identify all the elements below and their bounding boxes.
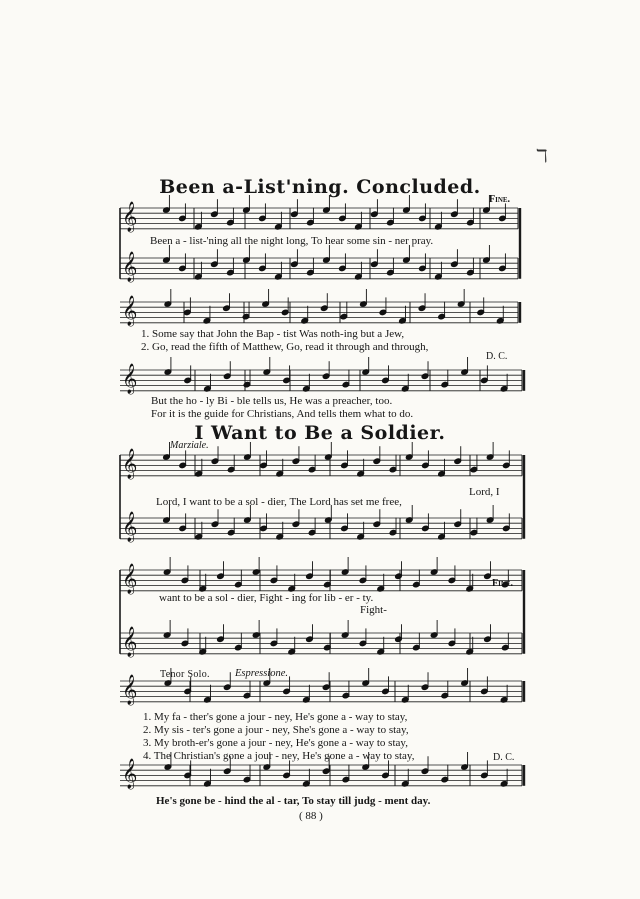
lyric-alto: Fight- (360, 604, 387, 616)
tenor-solo-label: Tenor Solo. (160, 669, 210, 680)
refrain-line: He's gone be - hind the al - tar, To stay till judg - ment day. (156, 795, 431, 807)
svg-text:𝄞: 𝄞 (122, 449, 138, 479)
svg-text:𝄞: 𝄞 (122, 564, 138, 594)
fine-marker: Fine. (492, 578, 514, 589)
verse-line: 1. Some say that John the Bap - tist Was noth-ing but a Jew, (141, 328, 405, 340)
tempo-marking: Marziale. (170, 440, 209, 451)
svg-text:𝄞: 𝄞 (122, 759, 138, 789)
svg-text:𝄞: 𝄞 (122, 627, 138, 657)
svg-text:𝄞: 𝄞 (122, 252, 138, 282)
refrain-line: For it is the guide for Christians, And tells them what to do. (151, 408, 414, 420)
lyric-line: Been a - list-'ning all the night long, To hear some sin - ner pray. (150, 235, 434, 247)
lyric-line: want to be a sol - dier, Fight - ing for lib - er - ty. (159, 592, 374, 604)
dc-marker: D. C. (493, 752, 515, 763)
page-number: ( 88 ) (299, 810, 323, 822)
hymn-title-been-a-listning: Been a-List'ning. Concluded. (159, 176, 481, 198)
dc-marker: D. C. (486, 351, 508, 362)
page-corner-mark: ℸ (536, 146, 548, 167)
hymn-title-i-want-to-be-a-soldier: I Want to Be a Soldier. (194, 422, 446, 444)
verse-line: 1. My fa - ther's gone a jour - ney, He's gone a - way to stay, (143, 711, 408, 723)
lyric-pickup: Lord, I (469, 486, 500, 498)
svg-text:𝄞: 𝄞 (122, 296, 138, 326)
svg-text:𝄞: 𝄞 (122, 675, 138, 705)
svg-text:𝄞: 𝄞 (122, 364, 138, 394)
refrain-line: But the ho - ly Bi - ble tells us, He was a preacher, too. (151, 395, 393, 407)
verse-line: 4. The Christian's gone a jour - ney, He's gone a - way to stay, (143, 750, 415, 762)
expression-marking: Espressione. (235, 668, 288, 679)
fine-marker: Fine. (489, 194, 511, 205)
svg-text:𝄞: 𝄞 (122, 202, 138, 232)
svg-text:𝄞: 𝄞 (122, 512, 138, 542)
lyric-line: Lord, I want to be a sol - dier, The Lord has set me free, (156, 496, 402, 508)
verse-line: 2. Go, read the fifth of Matthew, Go, read it through and through, (141, 341, 429, 353)
verse-line: 3. My broth-er's gone a jour - ney, He's gone a - way to stay, (143, 737, 408, 749)
verse-line: 2. My sis - ter's gone a jour - ney, She's gone a - way to stay, (143, 724, 409, 736)
